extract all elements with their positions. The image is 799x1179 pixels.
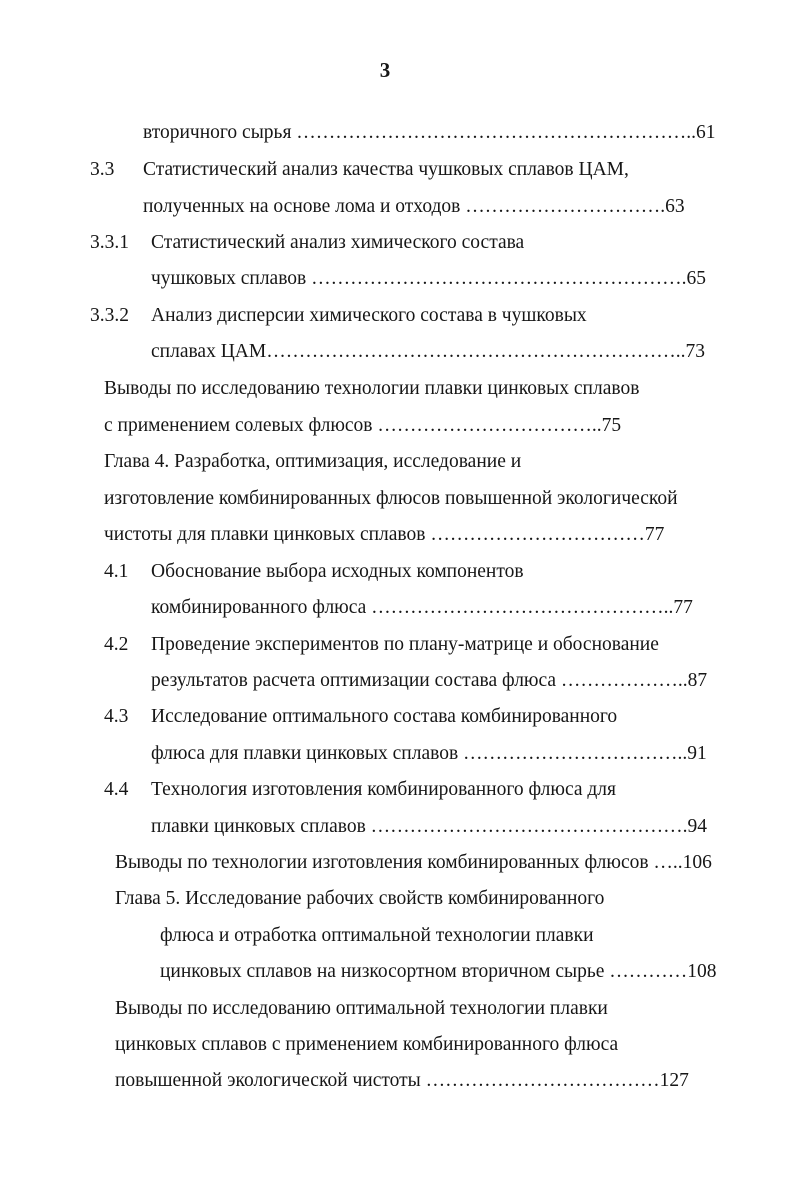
toc-line: Выводы по исследованию оптимальной технологии плавки [115, 998, 608, 1019]
toc-line: цинковых сплавов на низкосортном вторичном сырье …………108 [160, 961, 717, 982]
toc-line: чистоты для плавки цинковых сплавов ……………………………77 [104, 524, 665, 545]
toc-section-number: 4.2 [104, 634, 129, 655]
toc-line: Глава 5. Исследование рабочих свойств комбинированного [115, 888, 605, 909]
toc-line: Анализ дисперсии химического состава в чушковых [151, 305, 587, 326]
toc-line: чушковых сплавов ………………………………………………….65 [151, 268, 706, 289]
toc-line: изготовление комбинированных флюсов повышенной экологической [104, 488, 678, 509]
toc-line: Статистический анализ качества чушковых сплавов ЦАМ, [143, 159, 629, 180]
toc-line: плавки цинковых сплавов ………………………………………….94 [151, 816, 708, 837]
toc-line: Статистический анализ химического состава [151, 232, 525, 253]
toc-line: комбинированного флюса ………………………………………..77 [151, 597, 693, 618]
page-number: 3 [379, 58, 391, 82]
toc-line: Глава 4. Разработка, оптимизация, исследование и [104, 451, 522, 472]
toc-line: результатов расчета оптимизации состава флюса ………………..87 [151, 670, 708, 691]
toc-line: Технология изготовления комбинированного флюса для [151, 779, 617, 800]
toc-line: повышенной экологической чистоты ………………………………127 [115, 1070, 689, 1091]
toc-line: флюса для плавки цинковых сплавов ……………………………..91 [151, 743, 707, 764]
toc-line: сплавах ЦАМ………………………………………………………..73 [151, 341, 705, 362]
toc-line: Выводы по исследованию технологии плавки цинковых сплавов [104, 378, 640, 399]
toc-section-number: 3.3 [90, 159, 115, 180]
toc-line: вторичного сырья ……………………………………………………..61 [143, 122, 716, 143]
toc-line: полученных на основе лома и отходов ………………………….63 [143, 196, 685, 217]
toc-section-number: 3.3.2 [90, 305, 129, 326]
toc-section-number: 3.3.1 [90, 232, 129, 253]
toc-section-number: 4.3 [104, 706, 129, 727]
toc-line: цинковых сплавов с применением комбинированного флюса [115, 1034, 619, 1055]
toc-line: Обоснование выбора исходных компонентов [151, 561, 524, 582]
toc-line: флюса и отработка оптимальной технологии плавки [160, 925, 594, 946]
toc-section-number: 4.1 [104, 561, 129, 582]
toc-section-number: 4.4 [104, 779, 129, 800]
toc-line: Исследование оптимального состава комбинированного [151, 706, 618, 727]
toc-line: с применением солевых флюсов ……………………………..75 [104, 415, 622, 436]
toc-line: Проведение экспериментов по плану-матрице и обоснование [151, 634, 659, 655]
toc-line: Выводы по технологии изготовления комбинированных флюсов …..106 [115, 852, 712, 873]
